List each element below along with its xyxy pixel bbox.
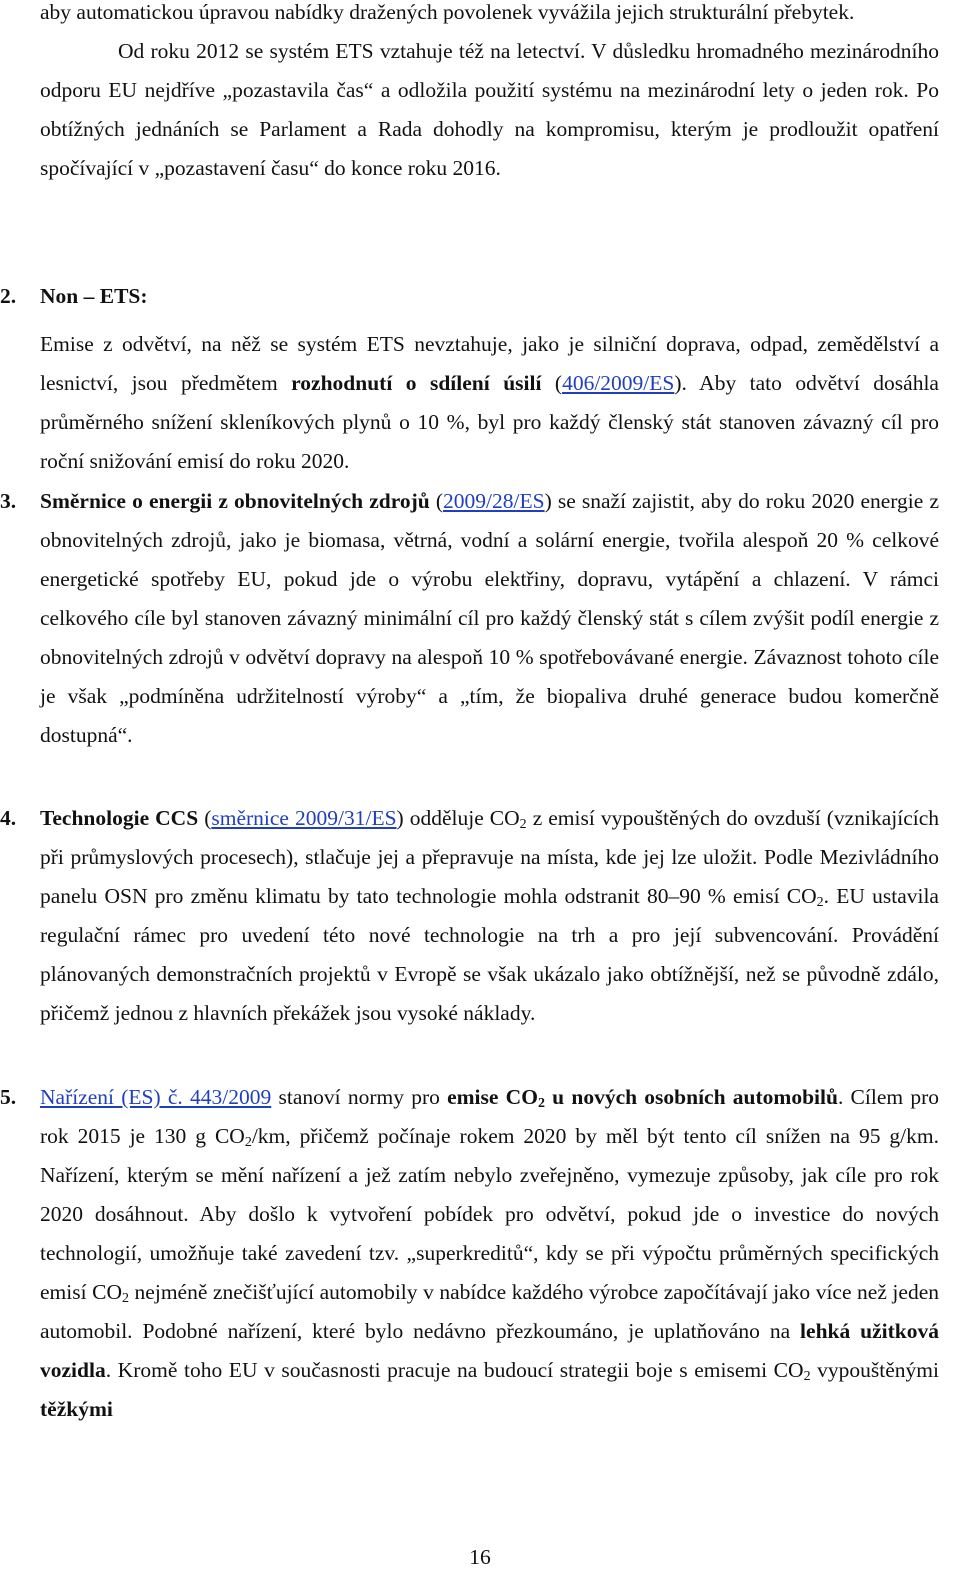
link-narizeni-443-2009[interactable]: Nařízení (ES) č. 443/2009 xyxy=(40,1085,272,1109)
section-ccs xyxy=(40,799,939,1033)
text: vypouštěnými xyxy=(810,1358,939,1382)
text: ) odděluje CO xyxy=(396,806,520,830)
item-number-4: 4. xyxy=(0,806,17,830)
text: nejméně znečišťující automobily v nabídce každého výrobce započítávají jako více než jeden automobil. Podobné nařízení, které bylo nedávno přezkoumáno, je uplatňováno na xyxy=(40,1280,939,1343)
paragraph-ccs xyxy=(40,799,939,1033)
subscript-2: 2 xyxy=(244,1135,252,1150)
text: ( xyxy=(198,806,212,830)
text: . EU ustavila regulační rámec pro uvedení této nové technologie na trh a pro její subvencování. Provádění plánovaných demonstračních projektů v Evropě se však ukázalo jako obtížnější, než se původně zdálo, přičemž jednou z hlavních překážek jsou vysoké náklady. xyxy=(40,884,939,1025)
text: ). Aby tato odvětví dosáhla průměrného snížení skleníkových plynů o 10 %, byl pro každý členský stát stanoven závazný cíl pro roční snižování emisí do roku 2020. xyxy=(40,371,939,473)
subscript-2: 2 xyxy=(537,1096,545,1111)
paragraph-continuation: aby automatickou úpravou nabídky dražených povolenek vyvážila jejich strukturální přebytek. xyxy=(40,0,855,24)
link-406-2009-es[interactable]: 406/2009/ES xyxy=(562,371,675,395)
text: ( xyxy=(429,489,444,513)
item-number-3: 3. xyxy=(0,489,17,513)
paragraph-non-ets xyxy=(40,325,939,481)
paragraph-aviation: Od roku 2012 se systém ETS vztahuje též na letectví. V důsledku hromadného mezinárodního odporu EU nejdříve „pozastavila čas“ a odložila použití systému na mezinárodní lety o jeden rok. Po obtížných jednáních se Parlament a Rada dohodly na kompromisu, kterým je prodloužit opatření spočívající v „pozastavení času“ do konce roku 2016. xyxy=(40,39,939,180)
section-non-ets xyxy=(40,277,939,481)
bold-effort-sharing: rozhodnutí o sdílení úsilí xyxy=(291,371,542,395)
heading-renewables: Směrnice o energii z obnovitelných zdrojů xyxy=(40,489,430,513)
paragraph-cars xyxy=(40,1078,939,1429)
heading-ccs: Technologie CCS xyxy=(40,806,199,830)
text: . Cílem pro rok 2015 je 130 g CO xyxy=(40,1085,939,1148)
bold-light-vehicles: lehká užitková vozidla xyxy=(40,1319,939,1382)
text: ( xyxy=(541,371,563,395)
subscript-2: 2 xyxy=(122,1291,129,1306)
text: Emise z odvětví, na něž se systém ETS nevztahuje, jako je silniční doprava, odpad, zemědělství a lesnictví, jsou předmětem xyxy=(40,332,939,395)
subscript-2: 2 xyxy=(803,1369,811,1384)
section-cars xyxy=(40,1078,939,1429)
subscript-2: 2 xyxy=(519,817,527,832)
text: stanoví normy pro xyxy=(271,1085,448,1109)
text: /km, přičemž počínaje rokem 2020 by měl být tento cíl snížen na 95 g/km. Nařízení, kterým se mění nařízení a jež zatím nebylo zveřejněno, vymezuje způsoby, jak cíle pro rok 2020 dosáhnout. Aby došlo k vytvoření pobídek pro odvětví, pokud jde o investice do nových technologií, umožňuje také zavedení tzv. „superkreditů“, kdy se při výpočtu průměrných specifických emisí CO xyxy=(40,1124,939,1304)
item-number-5: 5. xyxy=(0,1085,17,1109)
page-number: 16 xyxy=(469,1545,491,1569)
subscript-2: 2 xyxy=(816,895,824,910)
link-smernice-2009-31-es[interactable]: směrnice 2009/31/ES xyxy=(211,806,397,830)
paragraph-renewables xyxy=(40,482,939,755)
bold-heavy: těžkými xyxy=(40,1397,113,1421)
text: z emisí vypouštěných do ovzduší (vznikajících při průmyslových procesech), stlačuje jej a přepravuje na místa, kde jej lze uložit. Podle Mezivládního panelu OSN pro změnu klimatu by tato technologie mohla odstranit 80–90 % emisí CO xyxy=(40,806,939,908)
intro-section xyxy=(40,0,939,188)
bold-new-cars: u nových osobních automobilů xyxy=(544,1085,838,1109)
section-renewables xyxy=(40,482,939,755)
heading-non-ets: Non – ETS: xyxy=(40,284,148,308)
item-number-2: 2. xyxy=(0,284,17,308)
link-2009-28-es[interactable]: 2009/28/ES xyxy=(443,489,545,513)
bold-co2-emissions: emise CO xyxy=(447,1085,538,1109)
text: ) se snaží zajistit, aby do roku 2020 energie z obnovitelných zdrojů, jako je biomasa, větrná, vodní a solární energie, tvořila alespoň 20 % celkové energetické spotřeby EU, pokud jde o výrobu elektřiny, dopravu, vytápění a chlazení. V rámci celkového cíle byl stanoven závazný minimální cíl pro každý členský stát s cílem zvýšit podíl energie z obnovitelných zdrojů v odvětví dopravy na alespoň 10 % spotřebovávané energie. Závaznost tohoto cíle je však „podmíněna udržitelností výroby“ a „tím, že biopaliva druhé generace budou komerčně dostupná“. xyxy=(40,489,939,747)
text: . Kromě toho EU v současnosti pracuje na budoucí strategii boje s emisemi CO xyxy=(105,1358,804,1382)
